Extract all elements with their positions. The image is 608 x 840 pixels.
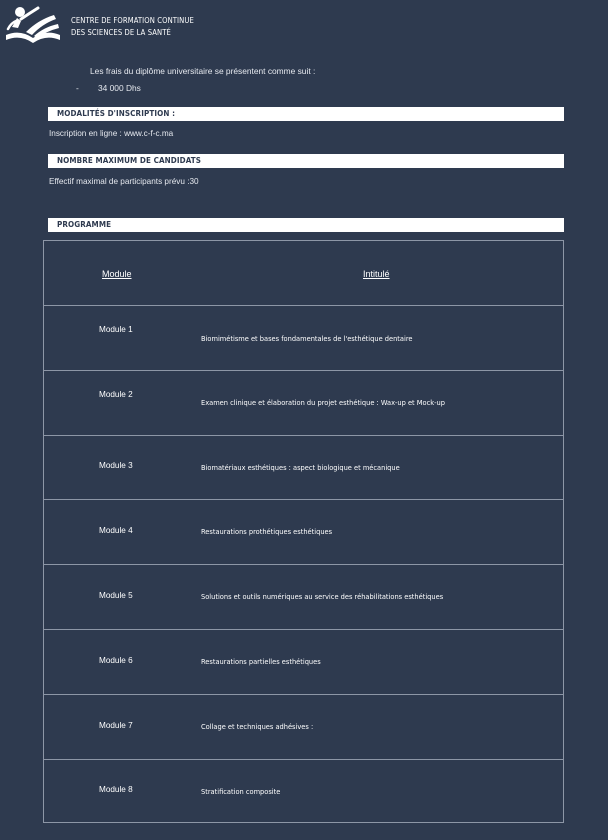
capacity-text: Effectif maximal de participants prévu :30	[49, 177, 199, 186]
organization-name	[71, 15, 194, 39]
table-row	[44, 630, 563, 695]
bullet: -	[76, 83, 79, 93]
org-line-1: CENTRE DE FORMATION CONTINUE	[71, 16, 194, 25]
table-row	[44, 436, 563, 500]
fee-amount: 34 000 Dhs	[98, 83, 141, 93]
table-row	[44, 500, 563, 565]
module-title-cell: Stratification composite	[201, 787, 281, 796]
column-header-module: Module	[102, 269, 132, 279]
module-cell: Module 7	[99, 721, 133, 730]
module-title-cell: Biomatériaux esthétiques : aspect biologique et mécanique	[201, 463, 400, 472]
module-title-cell: Biomimétisme et bases fondamentales de l'esthétique dentaire	[201, 334, 413, 343]
table-row	[44, 565, 563, 630]
section-title: PROGRAMME	[57, 220, 112, 229]
section-title: MODALITÉS D'INSCRIPTION :	[57, 109, 176, 118]
module-title-cell: Solutions et outils numériques au service des réhabilitations esthétiques	[201, 592, 444, 601]
registration-text: Inscription en ligne : www.c-f-c.ma	[49, 129, 174, 138]
table-row	[44, 760, 563, 822]
module-title-cell: Examen clinique et élaboration du projet esthétique : Wax-up et Mock-up	[201, 398, 445, 407]
logo-book-figure-icon	[4, 5, 62, 47]
module-cell: Module 5	[99, 591, 133, 600]
table-row	[44, 695, 563, 760]
fees-intro: Les frais du diplôme universitaire se présentent comme suit :	[90, 66, 316, 76]
module-cell: Module 3	[99, 461, 133, 470]
column-header-title: Intitulé	[363, 269, 390, 279]
module-cell: Module 8	[99, 785, 133, 794]
module-cell: Module 4	[99, 526, 133, 535]
section-title: NOMBRE MAXIMUM DE CANDIDATS	[57, 156, 202, 165]
module-title-cell: Restaurations partielles esthétiques	[201, 657, 321, 666]
programme-table	[43, 240, 564, 823]
table-header-row	[44, 241, 563, 306]
section-header-capacity	[45, 154, 564, 168]
table-row	[44, 371, 563, 436]
section-header-registration	[45, 107, 564, 121]
module-cell: Module 2	[99, 390, 133, 399]
fee-item	[76, 83, 141, 93]
org-line-2: DES SCIENCES DE LA SANTÉ	[71, 28, 171, 37]
module-cell: Module 6	[99, 656, 133, 665]
module-title-cell: Collage et techniques adhésives :	[201, 722, 314, 731]
module-title-cell: Restaurations prothétiques esthétiques	[201, 527, 333, 536]
section-header-programme	[45, 218, 564, 232]
module-cell: Module 1	[99, 325, 133, 334]
table-row	[44, 306, 563, 371]
